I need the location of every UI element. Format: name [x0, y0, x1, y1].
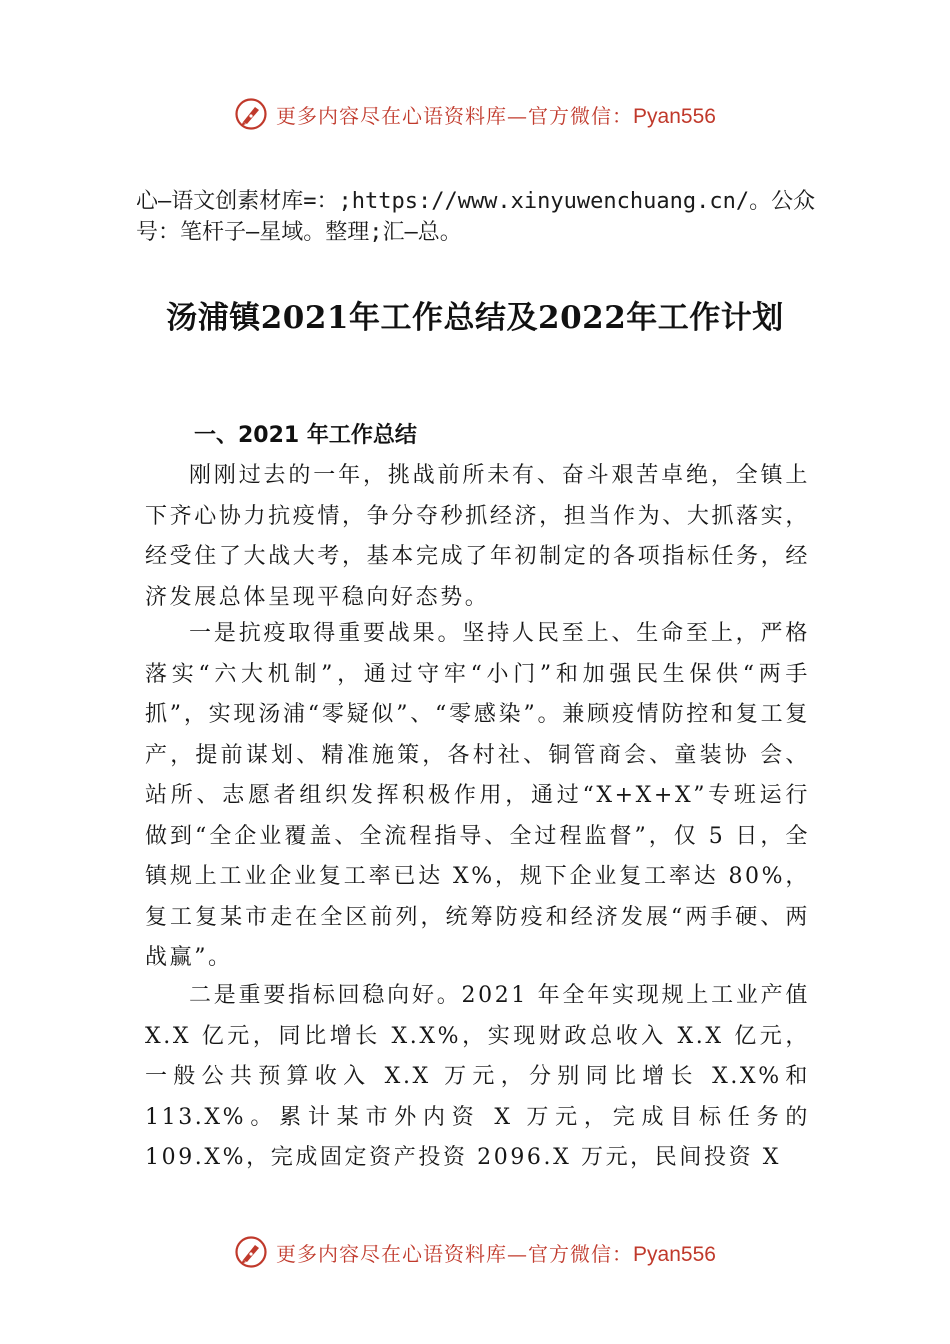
watermark-banner-top — [0, 92, 950, 136]
watermark-text: 更多内容尽在心语资料库—官方微信：Pyan556 — [276, 1241, 716, 1266]
section-heading: 一、2021 年工作总结 — [194, 423, 417, 448]
body-paragraph: 一是抗疫取得重要战果。坚持人民至上、生命至上，严格落实“六大机制”，通过守牢“小门”和加强民生保供“两手抓”，实现汤浦“零疑似”、“零感染”。兼顾疫情防控和复工复产，提前谋划、精准施策，各村社、铜管商会、童装协 会、站所、志愿者组织发挥积极作用，通过“X+X+X”专班运行做到“全企业覆盖、全流程指导、全过程监督”，仅 5 日，全镇规上工业企业复工率已达 X%，规下企业复工率达 80%，复工复某市走在全区前列，统筹防疫和经济发展“两手硬、两战赢”。 — [145, 621, 810, 970]
pen-nib-logo-icon — [234, 97, 268, 131]
watermark-banner-bottom — [0, 1230, 950, 1274]
document-title: 汤浦镇2021年工作总结及2022年工作计划 — [166, 300, 784, 336]
body-paragraph: 二是重要指标回稳向好。2021 年全年实现规上工业产值 X.X 亿元，同比增长 X.X%，实现财政总收入 X.X 亿元，一般公共预算收入 X.X 万元，分别同比增长 X.X%和 113.X%。累计某市外内资 X 万元，完成目标任务的 109.X%，完成固定资产投资 2096.X 万元，民间投资 X — [145, 983, 810, 1170]
pen-nib-logo-icon — [234, 1235, 268, 1269]
watermark-text: 更多内容尽在心语资料库—官方微信：Pyan556 — [276, 103, 716, 128]
source-line: 心—语文创素材库=：;https://www.xinyuwenchuang.cn/。公众号：笔杆子—星域。整理;汇—总。 — [136, 189, 816, 245]
body-paragraph: 刚刚过去的一年，挑战前所未有、奋斗艰苦卓绝，全镇上下齐心协力抗疫情，争分夺秒抓经济，担当作为、大抓落实，经受住了大战大考，基本完成了年初制定的各项指标任务，经济发展总体呈现平稳向好态势。 — [145, 463, 810, 610]
